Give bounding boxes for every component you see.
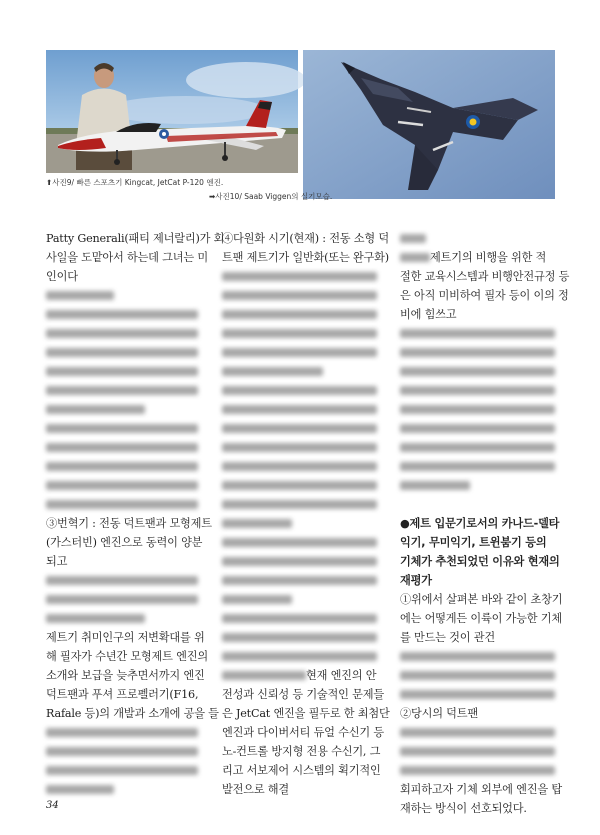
body-text: 제트기의 비행을 위한 적 <box>400 248 555 267</box>
section-heading: ③번혁기 : 전동 덕트팬과 모형제트 <box>46 517 212 530</box>
spacer <box>400 495 555 514</box>
section-heading: 익기, 무미익기, 트윈붐기 등의 <box>400 536 547 549</box>
blurred-text <box>46 400 198 419</box>
blurred-text <box>222 609 377 628</box>
blurred-text <box>400 476 555 495</box>
blurred-text <box>400 248 430 267</box>
body-text: 소개와 보급을 늦추면서까지 엔진 <box>46 669 205 682</box>
blurred-text <box>400 343 555 362</box>
blurred-text <box>400 362 555 381</box>
blurred-text <box>400 400 555 419</box>
blurred-text <box>222 590 377 609</box>
body-text: Rafale 등)의 개발과 소개에 공을 들 <box>46 707 219 720</box>
text-column-2 <box>222 229 390 799</box>
blurred-text <box>222 647 377 666</box>
blurred-text <box>46 495 198 514</box>
blurred-text <box>222 476 377 495</box>
body-text: 되고 <box>46 555 68 568</box>
body-text: 해 필자가 수년간 모형제트 엔진의 <box>46 650 208 663</box>
blurred-text <box>222 495 377 514</box>
body-text: 엔진과 다이버서티 듀얼 수신기 등 <box>222 726 384 739</box>
blurred-text <box>222 286 377 305</box>
body-text: 에는 어떻게든 이륙이 가능한 기체 <box>400 612 562 625</box>
body-text: Patty Generali(패티 제너랄리)가 회 <box>46 232 225 245</box>
blurred-text <box>222 514 377 533</box>
photo2-caption: ➡사진10/ Saab Viggen의 실기모습. <box>209 192 333 201</box>
blurred-text <box>400 723 555 742</box>
blurred-text <box>46 305 198 324</box>
blurred-text <box>46 590 198 609</box>
blurred-text <box>46 780 198 799</box>
blurred-text <box>400 685 555 704</box>
blurred-text <box>46 742 198 761</box>
blurred-text <box>222 267 377 286</box>
blurred-text <box>46 381 198 400</box>
viggen-photo <box>303 50 555 199</box>
text-column-3 <box>400 229 570 818</box>
blurred-text <box>222 419 377 438</box>
body-text: 전성과 신뢰성 등 기술적인 문제들 <box>222 688 384 701</box>
body-text: 사일을 도맡아서 하는데 그녀는 미 <box>46 251 208 264</box>
body-text: 덕트팬과 푸셔 프로펠러기(F16, <box>46 688 199 701</box>
blurred-text <box>222 438 377 457</box>
photo1-caption: ⬆사진9/ 빠른 스포츠기 Kingcat, JetCat P-120 엔진. <box>46 178 224 187</box>
section-heading: 재평가 <box>400 574 432 587</box>
blurred-text <box>222 533 377 552</box>
blurred-text <box>222 305 377 324</box>
body-text: 노-컨트롤 방지형 전용 수신기, 그 <box>222 745 381 758</box>
body-text: 인이다 <box>46 270 78 283</box>
body-text: 은 JetCat 엔진을 필두로 한 최첨단 <box>222 707 390 720</box>
body-text: 은 아직 미비하여 필자 등이 이의 정 <box>400 289 569 302</box>
blurred-text <box>46 438 198 457</box>
blurred-text <box>400 438 555 457</box>
blurred-text <box>400 229 426 248</box>
blurred-text <box>400 761 555 780</box>
blurred-text <box>222 666 306 685</box>
blurred-text <box>46 362 198 381</box>
blurred-text <box>222 381 377 400</box>
body-text: ①위에서 살펴본 바와 같이 초창기 <box>400 593 563 606</box>
blurred-text <box>400 666 555 685</box>
blurred-text <box>46 609 198 628</box>
blurred-text <box>400 457 555 476</box>
text-column-1 <box>46 229 225 799</box>
body-text: (가스터빈) 엔진으로 동력이 양분 <box>46 536 203 549</box>
body-text: 재하는 방식이 선호되었다. <box>400 802 527 815</box>
blurred-text <box>222 343 377 362</box>
blurred-text <box>400 419 555 438</box>
blurred-text <box>46 723 198 742</box>
blurred-text <box>222 552 377 571</box>
blurred-text <box>400 381 555 400</box>
blurred-text <box>400 647 555 666</box>
section-heading: 기체가 추천되었던 이유와 현재의 <box>400 555 560 568</box>
blurred-text <box>222 362 377 381</box>
section-heading: ●제트 입문기로서의 카나드-델타 <box>400 517 560 530</box>
blurred-text <box>46 419 198 438</box>
blurred-text <box>222 571 377 590</box>
blurred-text <box>222 400 377 419</box>
blurred-text <box>46 343 198 362</box>
body-text: ②당시의 덕트팬 <box>400 707 478 720</box>
body-text: 제트기 취미인구의 저변확대를 위 <box>46 631 205 644</box>
blurred-text <box>46 571 198 590</box>
blurred-text <box>222 628 377 647</box>
blurred-text <box>46 324 198 343</box>
blurred-text <box>46 761 198 780</box>
blurred-text <box>222 457 377 476</box>
kingcat-photo <box>46 50 298 173</box>
body-text: 트팬 제트기가 일반화(또는 완구화) <box>222 251 389 264</box>
body-text: 비에 힘쓰고 <box>400 308 457 321</box>
blurred-text <box>46 286 198 305</box>
blurred-text <box>46 457 198 476</box>
blurred-text <box>46 476 198 495</box>
body-text: 절한 교육시스템과 비행안전규정 등 <box>400 270 570 283</box>
body-text: 현재 엔진의 안 <box>222 666 377 685</box>
blurred-text <box>400 324 555 343</box>
body-text: 발전으로 해결 <box>222 783 289 796</box>
blurred-text <box>400 742 555 761</box>
section-heading: ④다원화 시기(현재) : 전동 소형 덕 <box>222 232 389 245</box>
body-text: 리고 서보제어 시스템의 획기적인 <box>222 764 381 777</box>
page-number: 34 <box>46 800 59 811</box>
body-text: 회피하고자 기체 외부에 엔진을 탑 <box>400 783 562 796</box>
body-text: 를 만드는 것이 관건 <box>400 631 495 644</box>
blurred-text <box>222 324 377 343</box>
